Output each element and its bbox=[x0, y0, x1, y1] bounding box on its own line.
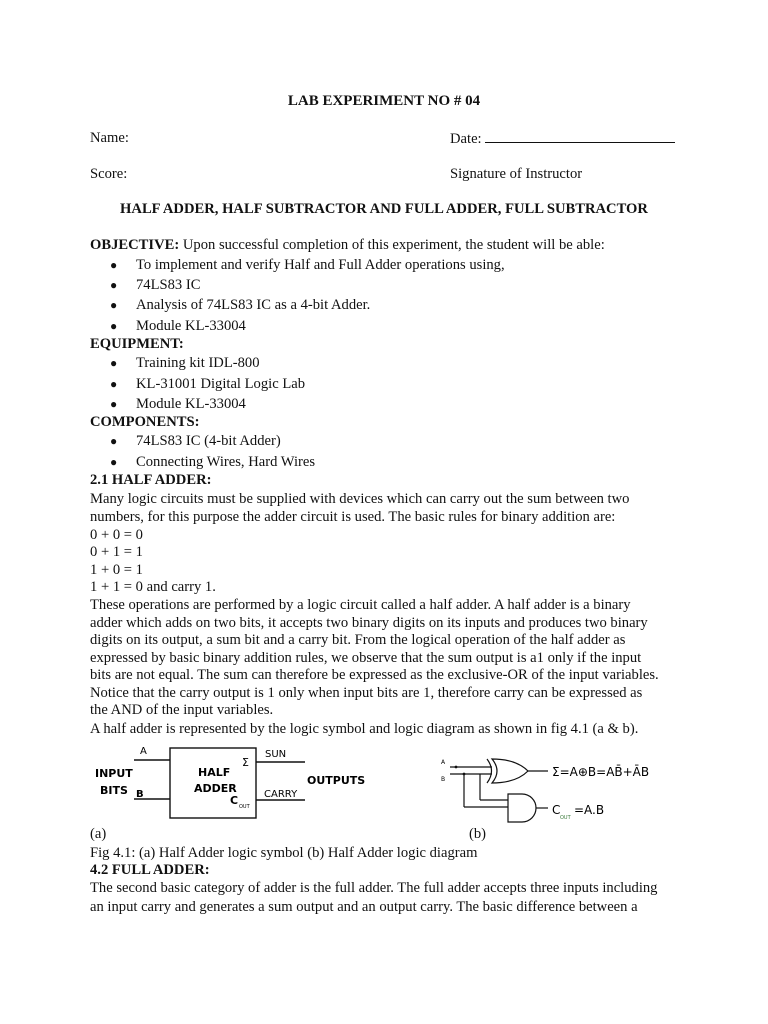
objective-text: Upon successful completion of this experiment, the student will be able: bbox=[182, 237, 605, 253]
signature-label: Signature of Instructor bbox=[450, 166, 583, 182]
bullet-icon: ● bbox=[110, 319, 118, 333]
input-a-label: A bbox=[140, 746, 147, 757]
paragraph-line: A half adder is represented by the logic symbol and logic diagram as shown in fig 4.1 (a & b). bbox=[90, 721, 639, 737]
paragraph-line: These operations are performed by a logic circuit called a half adder. A half adder is a binary bbox=[90, 597, 631, 613]
carry-c-label: C bbox=[552, 803, 561, 817]
paragraph-line: the AND of the input variables. bbox=[90, 702, 274, 718]
name-label: Name: bbox=[90, 130, 129, 146]
rule-line: 0 + 0 = 0 bbox=[90, 527, 143, 543]
outputs-label: OUTPUTS bbox=[307, 774, 366, 787]
list-item: ● 74LS83 IC (4-bit Adder) bbox=[110, 433, 281, 449]
list-item: ● Module KL-33004 bbox=[110, 318, 246, 334]
carry-expression: =A.B bbox=[574, 803, 605, 817]
input-b-label: B bbox=[136, 789, 144, 800]
objective-line bbox=[90, 237, 605, 254]
paragraph-line: Notice that the carry output is 1 only when input bits are 1, therefore carry can be expressed as bbox=[90, 685, 643, 701]
page-title: LAB EXPERIMENT NO # 04 bbox=[287, 93, 481, 109]
input-label: INPUT bbox=[95, 767, 133, 780]
list-item: ● Module KL-33004 bbox=[110, 396, 246, 412]
score-label: Score: bbox=[90, 166, 128, 182]
date-field bbox=[450, 130, 675, 148]
output-sum-label: SUN bbox=[265, 749, 287, 760]
carry-sub-label: OUT bbox=[239, 804, 250, 810]
full-adder-heading: 4.2 FULL ADDER: bbox=[90, 862, 210, 878]
list-item: ● KL-31001 Digital Logic Lab bbox=[110, 376, 306, 392]
carry-c-label: C bbox=[230, 794, 239, 807]
bullet-icon: ● bbox=[110, 397, 118, 411]
sum-expression: Σ=A⊕B=AB̄+ĀB bbox=[552, 765, 650, 779]
figure-caption: Fig 4.1: (a) Half Adder logic symbol (b) Half Adder logic diagram bbox=[90, 845, 478, 861]
list-item: ● Analysis of 74LS83 IC as a 4-bit Adder. bbox=[110, 297, 371, 313]
output-carry-label: CARRY bbox=[264, 789, 298, 800]
list-item: ● Connecting Wires, Hard Wires bbox=[110, 454, 316, 470]
figure-label-a: (a) bbox=[90, 826, 107, 842]
xor-gate-back-curve bbox=[487, 759, 492, 783]
section-heading: HALF ADDER, HALF SUBTRACTOR AND FULL ADDER, FULL SUBTRACTOR bbox=[120, 201, 648, 217]
input-label: BITS bbox=[100, 784, 128, 797]
rule-line: 1 + 0 = 1 bbox=[90, 562, 143, 578]
paragraph-line: bits are not equal. The sum can therefore be expressed as the exclusive-OR of the input variables. bbox=[90, 667, 659, 683]
list-item: ● To implement and verify Half and Full Adder operations using, bbox=[110, 257, 505, 273]
paragraph-line: The second basic category of adder is the full adder. The full adder accepts three inputs including bbox=[90, 880, 658, 896]
date-blank-line bbox=[485, 130, 675, 143]
bullet-icon: ● bbox=[110, 278, 118, 292]
xor-gate bbox=[492, 759, 528, 783]
objective-label: OBJECTIVE: bbox=[90, 237, 180, 253]
half-adder-heading: 2.1 HALF ADDER: bbox=[90, 472, 212, 488]
bullet-icon: ● bbox=[110, 258, 118, 272]
paragraph-line: expressed by basic binary addition rules, we observe that the sum output is a1 only if the input bbox=[90, 650, 642, 666]
and-gate bbox=[508, 794, 536, 822]
equipment-label: EQUIPMENT: bbox=[90, 336, 184, 352]
paragraph-line: an input carry and generates a sum output and an output carry. The basic difference between a bbox=[90, 899, 638, 915]
input-b-label: B bbox=[441, 776, 446, 783]
paragraph-line: adder which adds on two bits, it accepts two binary digits on its inputs and produces two binary bbox=[90, 615, 648, 631]
rule-line: 1 + 1 = 0 and carry 1. bbox=[90, 579, 216, 595]
list-item: ● Training kit IDL-800 bbox=[110, 355, 260, 371]
half-adder-symbol-figure bbox=[90, 742, 380, 832]
bullet-icon: ● bbox=[110, 377, 118, 391]
paragraph-line: Many logic circuits must be supplied with devices which can carry out the sum between two bbox=[90, 491, 630, 507]
paragraph-line: numbers, for this purpose the adder circuit is used. The basic rules for binary addition are: bbox=[90, 509, 616, 525]
bullet-icon: ● bbox=[110, 434, 118, 448]
carry-sub-label: OUT bbox=[560, 815, 571, 821]
list-item: ● 74LS83 IC bbox=[110, 277, 201, 293]
box-label: HALF bbox=[198, 766, 231, 779]
figure-label-b: (b) bbox=[469, 826, 487, 842]
bullet-icon: ● bbox=[110, 356, 118, 370]
rule-line: 0 + 1 = 1 bbox=[90, 544, 143, 560]
date-label: Date: bbox=[450, 131, 482, 147]
bullet-icon: ● bbox=[110, 298, 118, 312]
box-label: ADDER bbox=[194, 782, 237, 795]
input-a-label: A bbox=[441, 759, 446, 766]
paragraph-line: digits on its output, a sum bit and a carry bit. From the logical operation of the half adder as bbox=[90, 632, 626, 648]
components-label: COMPONENTS: bbox=[90, 414, 200, 430]
half-adder-logic-diagram bbox=[436, 756, 668, 828]
sigma-label: Σ bbox=[242, 756, 249, 769]
bullet-icon: ● bbox=[110, 455, 118, 469]
